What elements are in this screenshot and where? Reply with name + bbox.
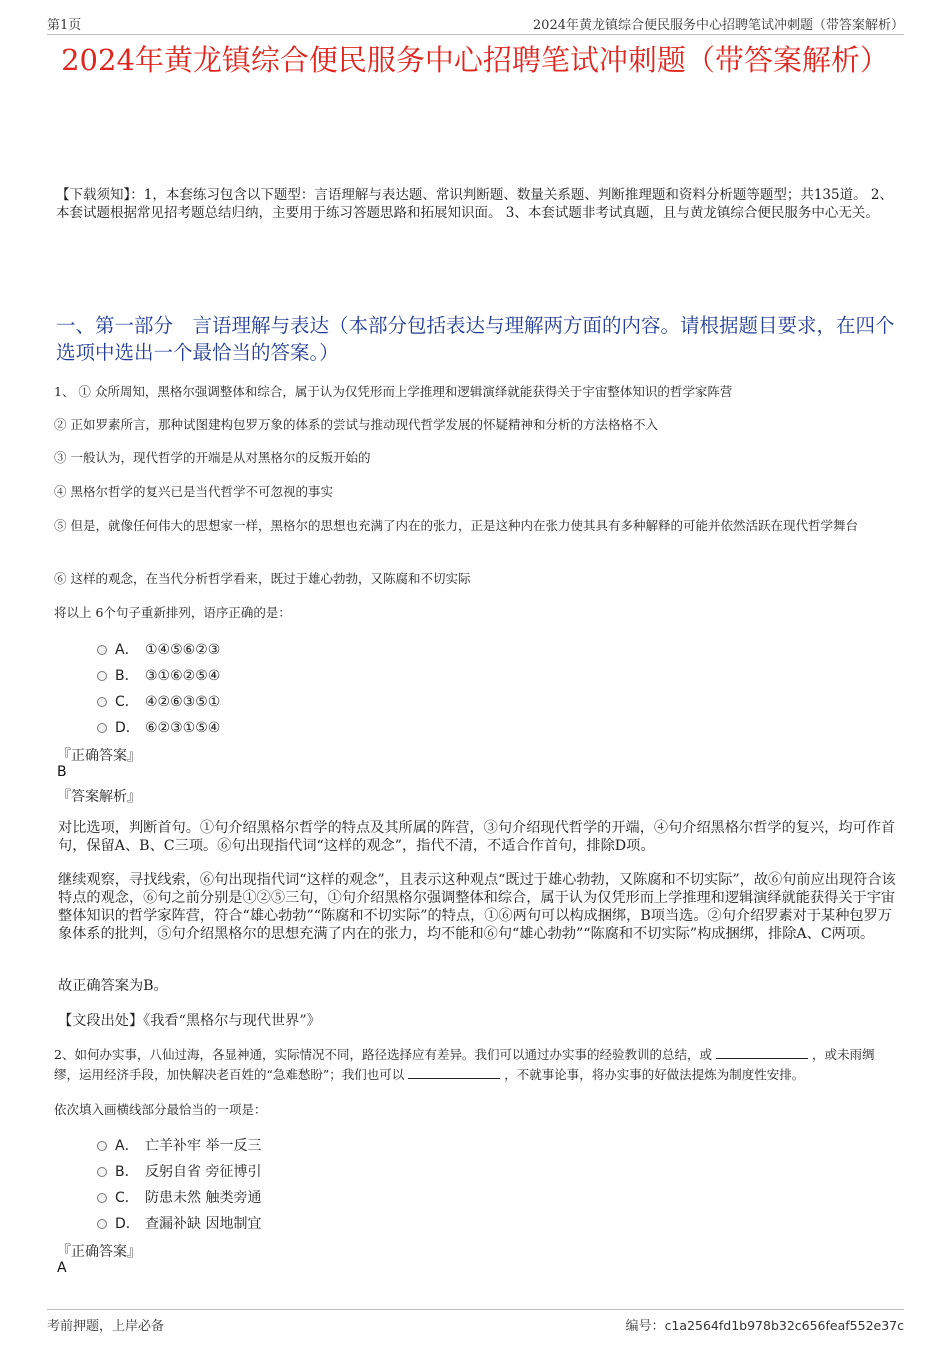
blank-1 — [716, 1046, 808, 1059]
q1-analysis-3: 故正确答案为B。 — [58, 978, 168, 994]
q1-analysis-label: 『答案解析』 — [57, 789, 141, 805]
radio-icon[interactable] — [97, 1167, 107, 1177]
q1-option-d[interactable]: D． ⑥②③①⑤④ — [97, 717, 220, 737]
page-title: 2024年黄龙镇综合便民服务中心招聘笔试冲刺题（带答案解析） — [61, 43, 889, 77]
q1-prompt: 将以上 6个句子重新排列，语序正确的是： — [54, 605, 291, 620]
header-doc-title: 2024年黄龙镇综合便民服务中心招聘笔试冲刺题（带答案解析） — [532, 18, 904, 33]
page-number: 第1页 — [47, 18, 82, 33]
q2-text: 2、如何办实事，八仙过海，各显神通，实际情况不同，路径选择应有差异。我们可以通过办实事的经验教训的总结，或 ，或未雨绸缪，运用经济手段，加快解决老百姓的“急难愁盼”；我们也可以 ，不就事论事，将办实事的好做法提炼为制度性安排。 — [54, 1047, 875, 1082]
page-header — [47, 12, 904, 35]
radio-icon[interactable] — [97, 723, 107, 733]
radio-icon[interactable] — [97, 645, 107, 655]
q2-option-b[interactable]: B． 反躬自省 旁征博引 — [97, 1161, 261, 1181]
q2-prompt: 依次填入画横线部分最恰当的一项是： — [54, 1102, 267, 1117]
section-heading: 一、第一部分 言语理解与表达（本部分包括表达与理解两方面的内容。请根据题目要求，在四个选项中选出一个最恰当的答案。） — [56, 314, 895, 364]
q2-option-a[interactable]: A． 亡羊补牢 举一反三 — [97, 1135, 261, 1155]
q2-answer: A — [57, 1260, 67, 1276]
q1-analysis-1: 对比选项，判断首句。①句介绍黑格尔哲学的特点及其所属的阵营，③句介绍现代哲学的开端，④句介绍黑格尔哲学的复兴，均可作首句，保留A、B、C三项。⑥句出现指代词“这样的观念”，指代不清，不适合作首句，排除D项。 — [58, 820, 896, 854]
footer-slogan: 考前押题，上岸必备 — [47, 1319, 165, 1334]
radio-icon[interactable] — [97, 1193, 107, 1203]
q2-option-c[interactable]: C． 防患未然 触类旁通 — [97, 1187, 261, 1207]
radio-icon[interactable] — [97, 671, 107, 681]
q1-sentence-1: 1、 ① 众所周知，黑格尔强调整体和综合，属于认为仅凭形而上学推理和逻辑演绎就能获得关于宇宙整体知识的哲学家阵营 — [54, 384, 733, 399]
page-footer — [47, 1309, 904, 1334]
q2-answer-label: 『正确答案』 — [57, 1244, 141, 1260]
q1-sentence-5: ⑤ 但是，就像任何伟大的思想家一样，黑格尔的思想也充满了内在的张力，正是这种内在张力使其具有多种解释的可能并依然活跃在现代哲学舞台 — [54, 518, 858, 533]
q1-answer-label: 『正确答案』 — [57, 748, 141, 764]
q1-option-c[interactable]: C． ④②⑥③⑤① — [97, 691, 220, 711]
download-notice: 【下载须知】：1，本套练习包含以下题型：言语理解与表达题、常识判断题、数量关系题、判断推理题和资料分析题等题型；共135道。 2、本套试题根据常见招考题总结归纳，主要用于练习答题思路和拓展知识面。 3、本套试题非考试真题，且与黄龙镇综合便民服务中心无关。 — [56, 187, 893, 221]
q1-option-a[interactable]: A． ①④⑤⑥②③ — [97, 639, 220, 659]
q2-option-d[interactable]: D． 查漏补缺 因地制宜 — [97, 1213, 261, 1233]
q1-sentence-6: ⑥ 这样的观念，在当代分析哲学看来，既过于雄心勃勃，又陈腐和不切实际 — [54, 571, 471, 586]
radio-icon[interactable] — [97, 1141, 107, 1151]
footer-code: 编号：c1a2564fd1b978b32c656feaf552e37c — [625, 1318, 904, 1334]
q1-sentence-4: ④ 黑格尔哲学的复兴已是当代哲学不可忽视的事实 — [54, 484, 333, 499]
radio-icon[interactable] — [97, 697, 107, 707]
q1-source: 【文段出处】《我看“黑格尔与现代世界”》 — [58, 1013, 321, 1029]
radio-icon[interactable] — [97, 1219, 107, 1229]
q1-answer: B — [57, 764, 67, 780]
q1-sentence-2: ② 正如罗素所言，那种试图建构包罗万象的体系的尝试与推动现代哲学发展的怀疑精神和分析的方法格格不入 — [54, 417, 658, 432]
blank-2 — [408, 1066, 500, 1079]
q1-analysis-2: 继续观察，寻找线索，⑥句出现指代词“这样的观念”，且表示这种观点“既过于雄心勃勃，又陈腐和不切实际”，故⑥句前应出现符合该特点的观念，⑥句之前分别是①②⑤三句，①句介绍黑格尔强调整体和综合，属于认为仅凭形而上学推理和逻辑演绎就能获得关于宇宙整体知识的哲学家阵营，符合“雄心勃勃”“陈腐和不切实际”的特点，①⑥两句可以构成捆绑，B项当选。②句介绍罗素对于某种包罗万象体系的批判，⑤句介绍黑格尔的思想充满了内在的张力，均不能和⑥句“雄心勃勃”“陈腐和不切实际”构成捆绑，排除A、C两项。 — [58, 872, 896, 942]
q1-sentence-3: ③ 一般认为，现代哲学的开端是从对黑格尔的反叛开始的 — [54, 450, 371, 465]
q1-option-b[interactable]: B． ③①⑥②⑤④ — [97, 665, 220, 685]
